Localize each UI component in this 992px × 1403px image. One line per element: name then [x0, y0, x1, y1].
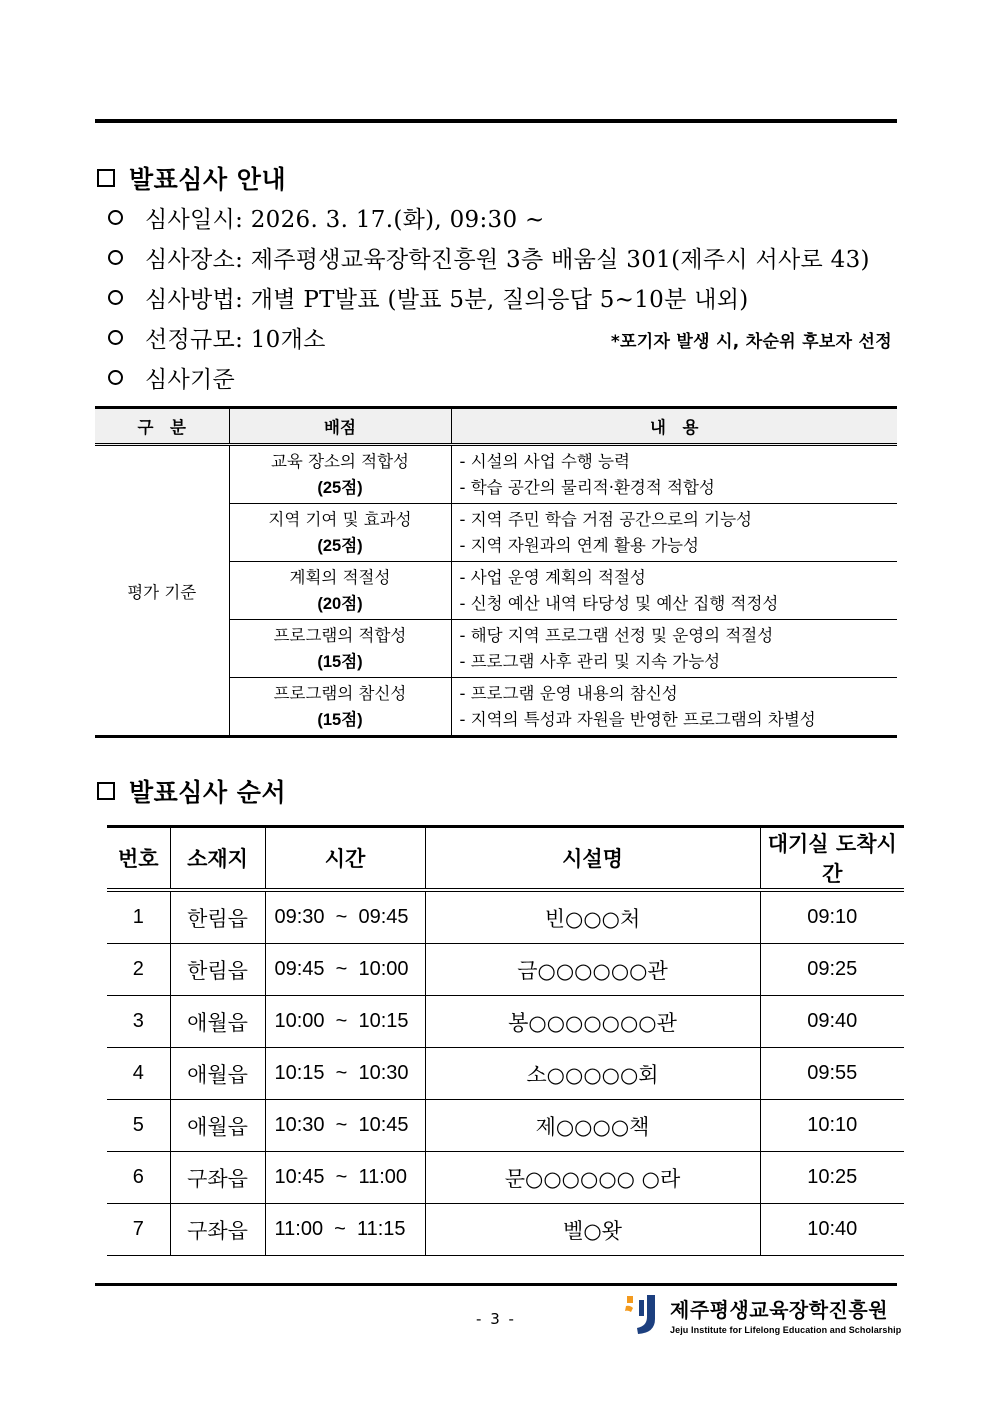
- backup-candidate-note: *포기자 발생 시, 차순위 후보자 선정: [610, 332, 892, 352]
- criterion-cell: [229, 504, 451, 562]
- desc-line: - 지역 자원과의 연계 활용 가능성: [459, 535, 699, 555]
- criterion-cell: [229, 445, 451, 504]
- criterion-desc: [451, 620, 897, 678]
- cell-time: 10:30 ~ 10:45: [265, 1100, 425, 1152]
- schedule-row: [107, 1100, 904, 1152]
- criterion-name: 지역 기여 및 효과성: [268, 509, 412, 529]
- cell-location: 애월읍: [170, 996, 265, 1048]
- cell-time: 10:45 ~ 11:00: [265, 1152, 425, 1204]
- bullet-text: 심사기준: [145, 367, 236, 393]
- criterion-points: (15점): [317, 710, 363, 729]
- header-points: 배점: [229, 408, 451, 445]
- header-location: 소재지: [170, 827, 265, 891]
- section-title-presentation-order: [97, 773, 286, 809]
- criterion-points: (15점): [317, 652, 363, 671]
- bullet-text: 심사장소: 제주평생교육장학진흥원 3층 배움실 301(제주시 서사로 43): [145, 247, 870, 273]
- schedule-header-row: [107, 827, 904, 891]
- section-title-presentation-guide: [97, 160, 286, 196]
- criteria-table: [95, 406, 897, 738]
- bullet-text: 심사일시: 2026. 3. 17.(화), 09:30 ~: [145, 207, 545, 233]
- square-bullet-icon: [97, 782, 115, 800]
- page-number: - 3 -: [476, 1310, 516, 1328]
- cell-facility: 봉○○○○○○○관: [425, 996, 760, 1048]
- cell-location: 한림읍: [170, 890, 265, 944]
- schedule-row: [107, 996, 904, 1048]
- cell-number: 4: [107, 1048, 170, 1100]
- section-title-text: 발표심사 안내: [129, 165, 287, 194]
- logo-text-block: [670, 1294, 901, 1335]
- desc-line: - 신청 예산 내역 타당성 및 예산 집행 적정성: [459, 593, 779, 613]
- criterion-desc: [451, 678, 897, 737]
- cell-facility: 빈○○○처: [425, 890, 760, 944]
- criterion-points: (25점): [317, 478, 363, 497]
- cell-facility: 벨○왓: [425, 1204, 760, 1256]
- criterion-name: 계획의 적절성: [289, 567, 391, 587]
- desc-line: - 프로그램 운영 내용의 참신성: [459, 683, 678, 703]
- cell-arrival: 10:25: [760, 1152, 904, 1204]
- bottom-rule: [95, 1283, 897, 1286]
- desc-line: - 해당 지역 프로그램 선정 및 운영의 적절성: [459, 625, 774, 645]
- bullet-text: 선정규모: 10개소: [145, 327, 326, 353]
- section-title-text: 발표심사 순서: [129, 778, 287, 807]
- cell-facility: 문○○○○○○ ○라: [425, 1152, 760, 1204]
- criterion-cell: [229, 620, 451, 678]
- cell-arrival: 09:55: [760, 1048, 904, 1100]
- cell-time: 10:00 ~ 10:15: [265, 996, 425, 1048]
- header-content: 내 용: [451, 408, 897, 445]
- cell-time: 09:30 ~ 09:45: [265, 890, 425, 944]
- desc-line: - 시설의 사업 수행 능력: [459, 451, 630, 471]
- bullet-item-place: [108, 241, 870, 274]
- bullet-item-method: [108, 281, 749, 314]
- schedule-table: [107, 825, 904, 1256]
- bullet-item-date: [108, 201, 545, 234]
- criteria-category: 평가 기준: [95, 445, 229, 737]
- square-bullet-icon: [97, 169, 115, 187]
- criterion-desc: [451, 562, 897, 620]
- circle-bullet-icon: [108, 210, 123, 225]
- cell-number: 7: [107, 1204, 170, 1256]
- circle-bullet-icon: [108, 250, 123, 265]
- schedule-row: [107, 1048, 904, 1100]
- criterion-name: 프로그램의 참신성: [273, 683, 407, 703]
- cell-location: 애월읍: [170, 1048, 265, 1100]
- cell-number: 3: [107, 996, 170, 1048]
- circle-bullet-icon: [108, 290, 123, 305]
- cell-facility: 금○○○○○○관: [425, 944, 760, 996]
- bullet-text: 심사방법: 개별 PT발표 (발표 5분, 질의응답 5~10분 내외): [145, 287, 749, 313]
- cell-number: 2: [107, 944, 170, 996]
- header-facility: 시설명: [425, 827, 760, 891]
- schedule-row: [107, 944, 904, 996]
- cell-facility: 제○○○○책: [425, 1100, 760, 1152]
- cell-arrival: 10:40: [760, 1204, 904, 1256]
- circle-bullet-icon: [108, 330, 123, 345]
- schedule-row: [107, 890, 904, 944]
- institute-logo-icon: [624, 1292, 664, 1336]
- header-number: 번호: [107, 827, 170, 891]
- criterion-points: (25점): [317, 536, 363, 555]
- circle-bullet-icon: [108, 370, 123, 385]
- desc-line: - 학습 공간의 물리적·환경적 적합성: [459, 477, 715, 497]
- criterion-desc: [451, 445, 897, 504]
- desc-line: - 사업 운영 계획의 적절성: [459, 567, 646, 587]
- cell-time: 09:45 ~ 10:00: [265, 944, 425, 996]
- desc-line: - 지역 주민 학습 거점 공간으로의 기능성: [459, 509, 752, 529]
- criterion-name: 프로그램의 적합성: [273, 625, 407, 645]
- header-time: 시간: [265, 827, 425, 891]
- criteria-row: [95, 445, 897, 504]
- desc-line: - 지역의 특성과 자원을 반영한 프로그램의 차별성: [459, 709, 816, 729]
- cell-arrival: 09:25: [760, 944, 904, 996]
- cell-number: 6: [107, 1152, 170, 1204]
- cell-number: 1: [107, 890, 170, 944]
- header-arrival: 대기실 도착시간: [760, 827, 904, 891]
- institute-name-en: Jeju Institute for Lifelong Education and Scholarship: [670, 1324, 902, 1335]
- institute-name: 제주평생교육장학진흥원: [670, 1297, 889, 1322]
- cell-location: 한림읍: [170, 944, 265, 996]
- criterion-name: 교육 장소의 적합성: [270, 451, 409, 471]
- cell-location: 구좌읍: [170, 1204, 265, 1256]
- top-rule: [95, 119, 897, 123]
- bullet-item-criteria: [108, 361, 235, 394]
- cell-facility: 소○○○○○회: [425, 1048, 760, 1100]
- schedule-row: [107, 1152, 904, 1204]
- criterion-cell: [229, 562, 451, 620]
- criterion-cell: [229, 678, 451, 737]
- institute-logo: [624, 1292, 901, 1336]
- cell-arrival: 09:10: [760, 890, 904, 944]
- criterion-desc: [451, 504, 897, 562]
- cell-arrival: 09:40: [760, 996, 904, 1048]
- cell-number: 5: [107, 1100, 170, 1152]
- cell-time: 11:00 ~ 11:15: [265, 1204, 425, 1256]
- cell-location: 구좌읍: [170, 1152, 265, 1204]
- bullet-item-scale: [108, 321, 326, 354]
- cell-location: 애월읍: [170, 1100, 265, 1152]
- cell-time: 10:15 ~ 10:30: [265, 1048, 425, 1100]
- header-category: 구 분: [95, 408, 229, 445]
- criterion-points: (20점): [317, 594, 363, 613]
- criteria-header-row: [95, 408, 897, 445]
- desc-line: - 프로그램 사후 관리 및 지속 가능성: [459, 651, 721, 671]
- cell-arrival: 10:10: [760, 1100, 904, 1152]
- schedule-row: [107, 1204, 904, 1256]
